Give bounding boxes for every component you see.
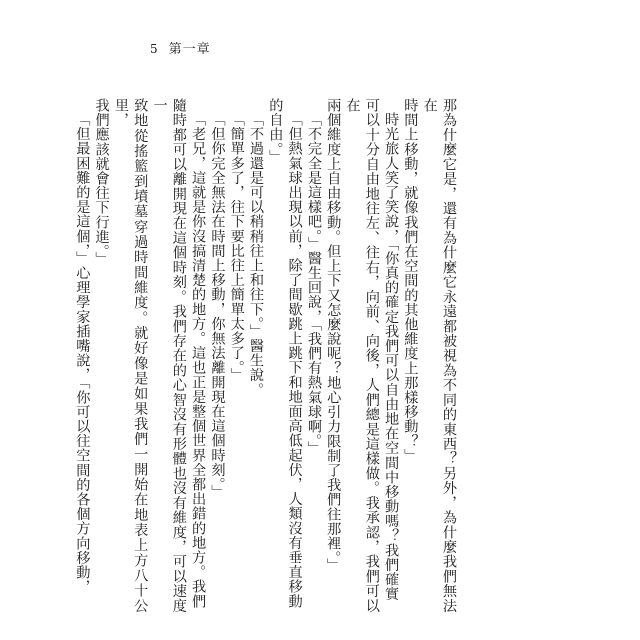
- text-line: 時間上移動，就像我們在空間的其他維度上那樣移動？」: [402, 98, 419, 463]
- text-line: 「簡單多了，往下要比往上簡單太多了。」: [228, 112, 245, 383]
- text-line: 時光旅人笑了笑說，「你真的確定我們可以自由地在空間中移動嗎？我們確實: [383, 112, 400, 602]
- chapter-title: 第一章: [168, 42, 211, 57]
- text-line: 的自由。」: [267, 98, 284, 164]
- text-line: 我們應該就會往下行進。」: [93, 98, 110, 267]
- text-line: 那為什麼它是，還有為什麼它永遠都被視為不同的東西？另外，為什麼我們無法在: [421, 98, 457, 613]
- page-number: 5: [150, 42, 159, 56]
- text-line: 「但最困難的是這個，」心理學家插嘴說，「你可以往空間的各個方向移動，: [74, 112, 91, 595]
- text-line: 「但你完全無法在時間上移動，你無法離開現在這個時刻。」: [209, 112, 226, 500]
- running-header: [150, 38, 211, 57]
- text-line: 「老兄，這就是你沒搞清楚的地方。這也正是整個世界全都出錯的地方。我們: [190, 112, 207, 609]
- text-line: 可以十分自由地往左、往右，向前、向後，人們總是這樣做。我承認，我們可以在: [344, 98, 380, 613]
- text-line: 致地從搖籃到墳墓穿過時間維度。就好像是如果我們一開始在地表上方八十公里，: [112, 98, 149, 613]
- text-line: 隨時都可以離開現在這個時刻。我們存在的心智沒有形體也沒有維度，可以速度一: [151, 98, 187, 613]
- body-text: [72, 98, 458, 613]
- text-line: 兩個維度上自由移動。但上下又怎麼說呢？地心引力限制了我們往那裡。」: [325, 98, 342, 573]
- text-line: 「但熱氣球出現以前，除了間歇跳上跳下和地面高低起伏，人類沒有垂直移動: [286, 112, 303, 609]
- text-line: 「不完全是這樣吧。」醫生回說，「我們有熱氣球啊。」: [305, 112, 322, 456]
- text-line: 「不過還是可以稍稍往上和往下。」醫生說。: [248, 112, 265, 398]
